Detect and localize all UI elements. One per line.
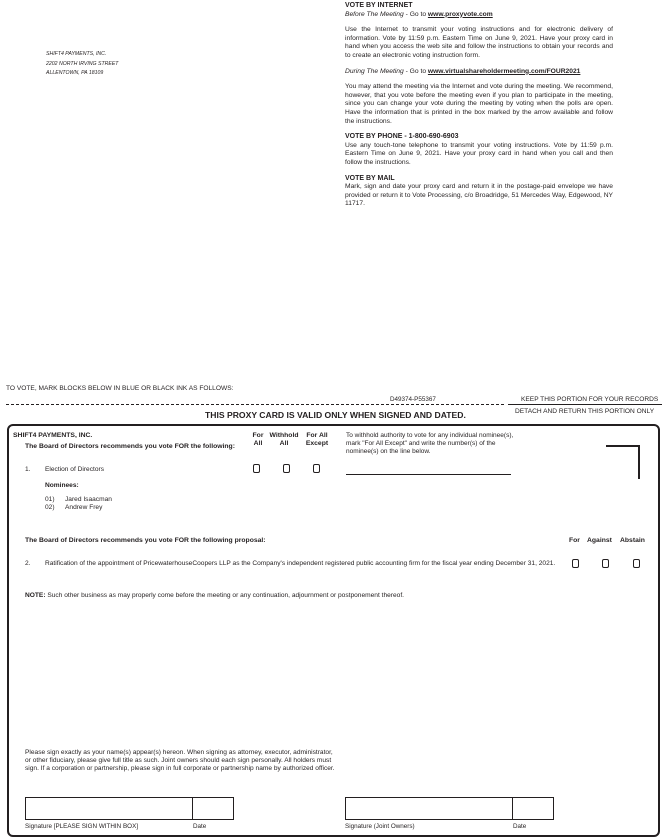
col-abstain: Abstain [620, 537, 645, 544]
withhold-instructions: To withhold authority to vote for any individual nominee(s), mark "For All Except" and write the number(s) of the nominee(s) on the line below. [346, 432, 514, 455]
vote-internet-section [345, 2, 613, 209]
for-all-checkbox[interactable] [253, 464, 260, 473]
nominee-row [45, 496, 112, 503]
col-against: Against [587, 537, 612, 544]
nominee-row [45, 504, 102, 511]
return-company: SHIFT4 PAYMENTS, INC. [46, 51, 107, 57]
item-1-text: Election of Directors [45, 466, 104, 473]
nominee-number: 01) [45, 496, 55, 503]
withhold-all-checkbox[interactable] [283, 464, 290, 473]
item-2-text: Ratification of the appointment of PricewaterhouseCoopers LLP as the Company's independent registered public accounting firm for the fiscal year ending December 31, 2021. [45, 560, 556, 567]
during-meeting-text: You may attend the meeting via the Internet and vote during the meeting. We recommend, however, that you vote before the meeting even if you plan to participate in the meeting, since you can change your vote during the meeting by voting when the polls are open. Have the information that is printed in the box marked by the arrow available and follow the instructions. [345, 83, 613, 125]
detach-solid-line [508, 404, 662, 405]
signature-label: Signature [PLEASE SIGN WITHIN BOX] [25, 823, 139, 830]
keep-portion-text: KEEP THIS PORTION FOR YOUR RECORDS [521, 396, 659, 403]
item-2-against-checkbox[interactable] [602, 559, 609, 568]
card-company-name: SHIFT4 PAYMENTS, INC. [13, 432, 93, 439]
board-recommendation-2: The Board of Directors recommends you vote FOR the following proposal: [25, 537, 266, 544]
nominee-exception-line[interactable] [346, 474, 511, 475]
during-goto: - Go to [403, 67, 428, 75]
during-meeting-label: During The Meeting [345, 67, 404, 75]
vote-mail-heading: VOTE BY MAIL [345, 174, 395, 182]
return-address [46, 50, 118, 79]
vote-internet-heading: VOTE BY INTERNET [345, 2, 413, 9]
proxy-card-border [7, 424, 660, 837]
return-city: ALLENTOWN, PA 18109 [46, 70, 104, 76]
date-label: Date [193, 823, 207, 830]
joint-signature-box[interactable] [345, 797, 513, 820]
col-for: For [569, 537, 580, 544]
proxyvote-link[interactable]: www.proxyvote.com [427, 10, 493, 18]
control-number: D49374-P55367 [390, 396, 436, 403]
sign-instructions: Please sign exactly as your name(s) appear(s) hereon. When signing as attorney, executor, administrator, or other fiduciary, please give full title as such. Joint owners should each sign personally. All holders must sign. If a corporation or partnership, please sign in full corporate or partnership name by authorized officer. [25, 749, 335, 772]
nominee-number: 02) [45, 504, 55, 511]
item-2-number: 2. [25, 560, 31, 567]
col-withhold-all: Withhold All [269, 432, 299, 447]
col-for-all: For All [252, 432, 264, 447]
vote-phone-text: Use any touch-tone telephone to transmit your voting instructions. Vote by 11:59 p.m. Eastern Time on June 9, 2021. Have your proxy card in hand when you call and then follow the instructions. [345, 141, 613, 166]
nominees-label: Nominees: [45, 482, 79, 489]
virtual-meeting-link[interactable]: www.virtualshareholdermeeting.com/FOUR2021 [427, 67, 581, 75]
date-box[interactable] [192, 797, 234, 820]
col-for-all-except: For All Except [305, 432, 329, 447]
corner-mark-vertical [638, 445, 640, 479]
joint-date-box[interactable] [512, 797, 554, 820]
corner-mark-horizontal [606, 445, 640, 447]
note-text: Such other business as may properly come before the meeting or any continuation, adjournment or postponement thereof. [45, 592, 404, 599]
joint-signature-label: Signature (Joint Owners) [345, 823, 415, 830]
item-1-number: 1. [25, 466, 31, 473]
nominee-name: Andrew Frey [65, 504, 103, 511]
signature-box[interactable] [25, 797, 193, 820]
note-label: NOTE: [25, 592, 46, 599]
mark-instructions: TO VOTE, MARK BLOCKS BELOW IN BLUE OR BLACK INK AS FOLLOWS: [6, 385, 234, 392]
valid-card-notice: THIS PROXY CARD IS VALID ONLY WHEN SIGNED AND DATED. [205, 410, 466, 420]
item-2-abstain-checkbox[interactable] [633, 559, 640, 568]
before-goto: - Go to [403, 10, 428, 18]
board-recommendation-1: The Board of Directors recommends you vote FOR the following: [25, 443, 235, 450]
item-1 [25, 466, 104, 473]
before-meeting-text: Use the Internet to transmit your voting instructions and for electronic delivery of information. Vote by 11:59 p.m. Eastern Time on June 9, 2021. Have your proxy card in hand when you access the web site and follow the instructions to obtain your records and to create an electronic voting instruction form. [345, 26, 613, 59]
joint-date-label: Date [513, 823, 527, 830]
vote-phone-heading: VOTE BY PHONE - 1-800-690-6903 [345, 133, 459, 141]
for-all-except-checkbox[interactable] [313, 464, 320, 473]
before-meeting-label: Before The Meeting [345, 10, 404, 18]
return-street: 2202 NORTH IRVING STREET [46, 60, 119, 67]
vote-mail-text: Mark, sign and date your proxy card and return it in the postage-paid envelope we have provided or return it to Vote Processing, c/o Broadridge, 51 Mercedes Way, Edgewood, NY 11717. [345, 183, 614, 208]
nominee-name: Jared Isaacman [65, 496, 112, 503]
detach-dashed-line [6, 404, 504, 405]
item-2-for-checkbox[interactable] [572, 559, 579, 568]
note [25, 592, 404, 599]
detach-portion-text: DETACH AND RETURN THIS PORTION ONLY [515, 408, 655, 415]
